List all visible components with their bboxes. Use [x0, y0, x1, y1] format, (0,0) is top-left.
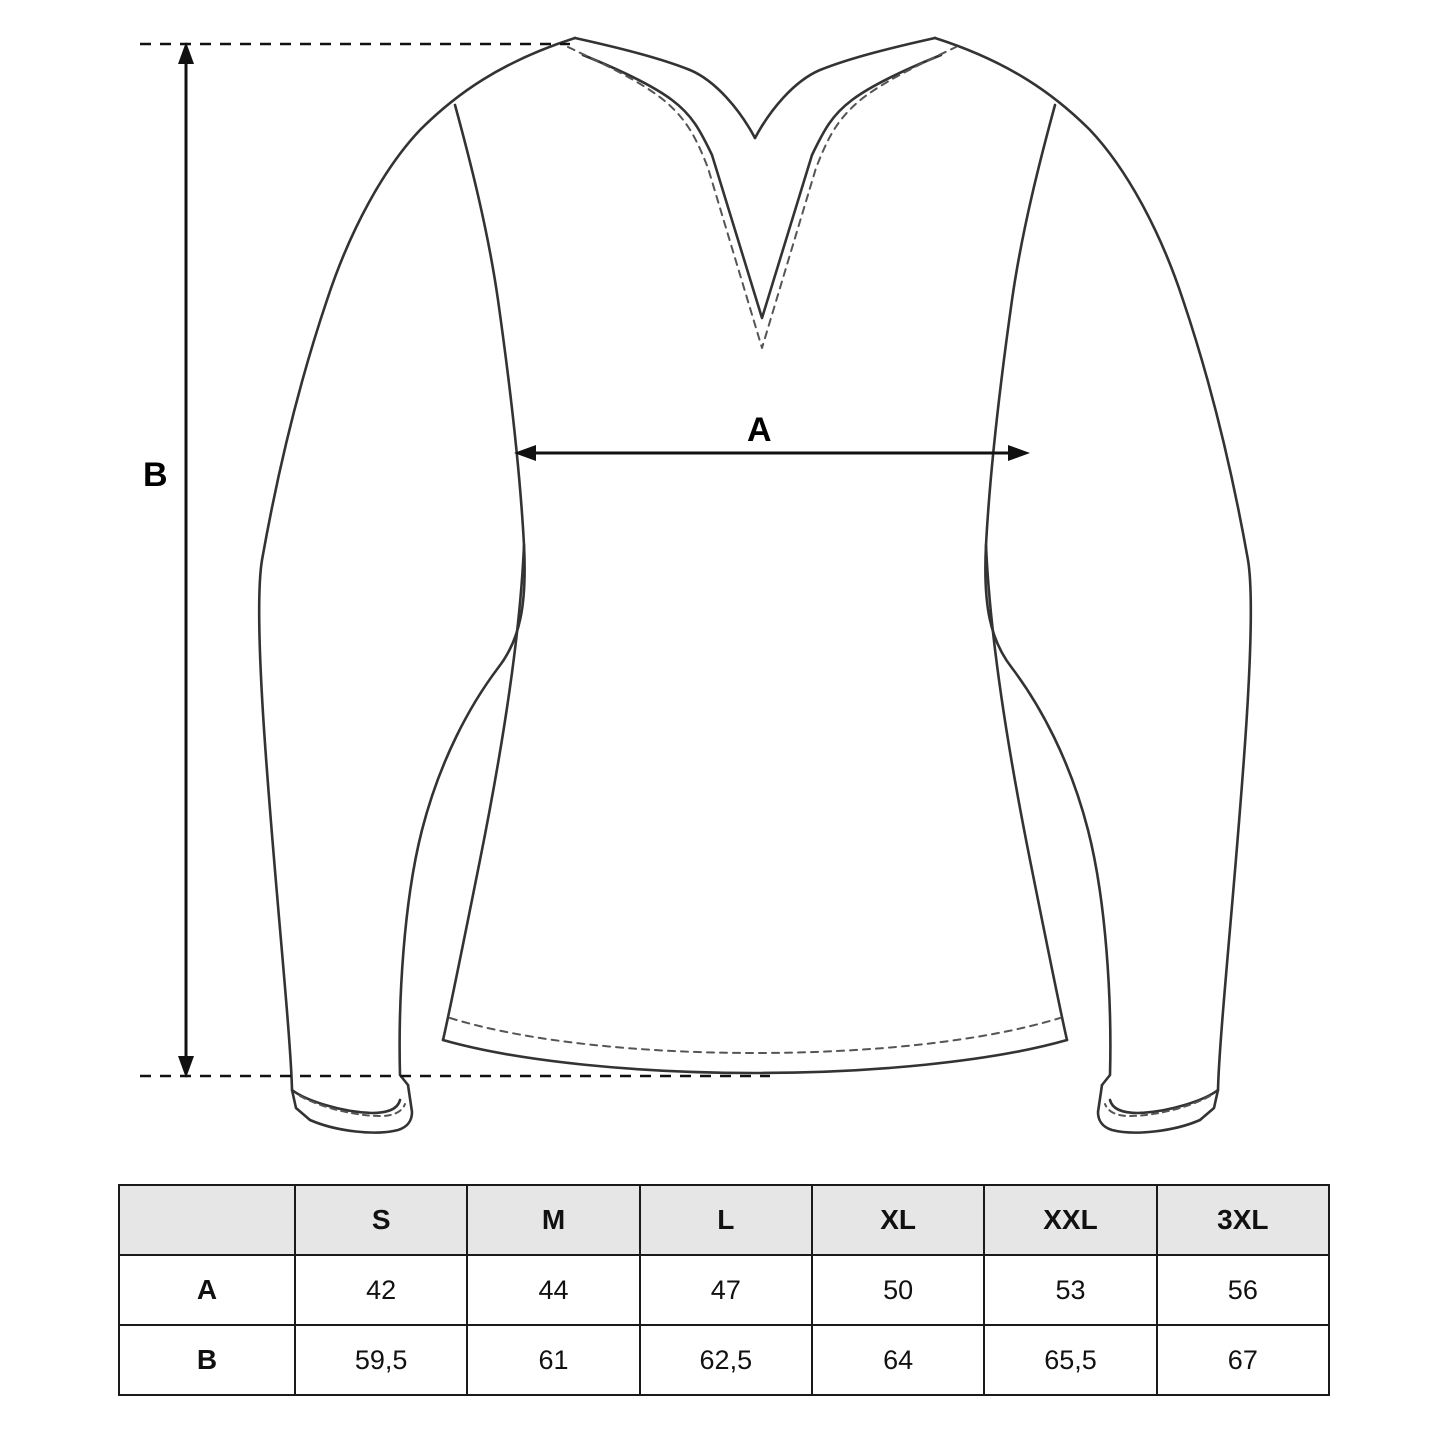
right-cuff-bottom [1098, 1085, 1200, 1133]
table-row [119, 1325, 1329, 1395]
hem-stitch [450, 1018, 1060, 1053]
right-body-seam [986, 545, 1067, 1040]
table-corner-cell [119, 1185, 295, 1255]
dim-b-arrow-top [178, 42, 194, 64]
cell-a-l: 47 [640, 1255, 812, 1325]
column-header-3xl: 3XL [1157, 1185, 1329, 1255]
left-cuff [292, 1090, 400, 1113]
hem-outline [443, 1040, 1067, 1073]
cell-a-xxl: 53 [984, 1255, 1156, 1325]
column-header-xl: XL [812, 1185, 984, 1255]
size-table-wrapper [118, 1184, 1330, 1396]
cell-a-xl: 50 [812, 1255, 984, 1325]
right-cuff [1110, 1090, 1218, 1113]
size-table [118, 1184, 1330, 1396]
left-shoulder [575, 38, 755, 138]
left-body-seam [443, 545, 524, 1040]
right-sleeve-outline [935, 38, 1251, 1120]
row-header-a: A [119, 1255, 295, 1325]
v-neck-collar-outer [583, 55, 941, 318]
column-header-xxl: XXL [984, 1185, 1156, 1255]
cell-b-xl: 64 [812, 1325, 984, 1395]
cell-b-s: 59,5 [295, 1325, 467, 1395]
right-sleeve-inner [985, 105, 1110, 1085]
v-neck-stitch [568, 47, 956, 348]
dimension-a-label: A [747, 411, 773, 449]
left-cuff-stitch [300, 1096, 405, 1116]
column-header-m: M [467, 1185, 639, 1255]
cell-b-3xl: 67 [1157, 1325, 1329, 1395]
left-cuff-bottom [310, 1085, 412, 1133]
cell-a-3xl: 56 [1157, 1255, 1329, 1325]
right-shoulder [755, 38, 935, 138]
table-row [119, 1255, 1329, 1325]
dimension-b-label: B [143, 456, 169, 494]
column-header-s: S [295, 1185, 467, 1255]
dimension-b-group [140, 42, 773, 1078]
dim-b-arrow-bottom [178, 1056, 194, 1078]
cell-b-xxl: 65,5 [984, 1325, 1156, 1395]
cell-a-s: 42 [295, 1255, 467, 1325]
cell-a-m: 44 [467, 1255, 639, 1325]
left-sleeve-inner [400, 105, 525, 1085]
table-header-row [119, 1185, 1329, 1255]
right-cuff-stitch [1105, 1096, 1210, 1116]
cell-b-m: 61 [467, 1325, 639, 1395]
cell-b-l: 62,5 [640, 1325, 812, 1395]
row-header-b: B [119, 1325, 295, 1395]
dim-a-arrow-right [1008, 445, 1030, 461]
column-header-l: L [640, 1185, 812, 1255]
left-sleeve-outline [259, 38, 575, 1120]
